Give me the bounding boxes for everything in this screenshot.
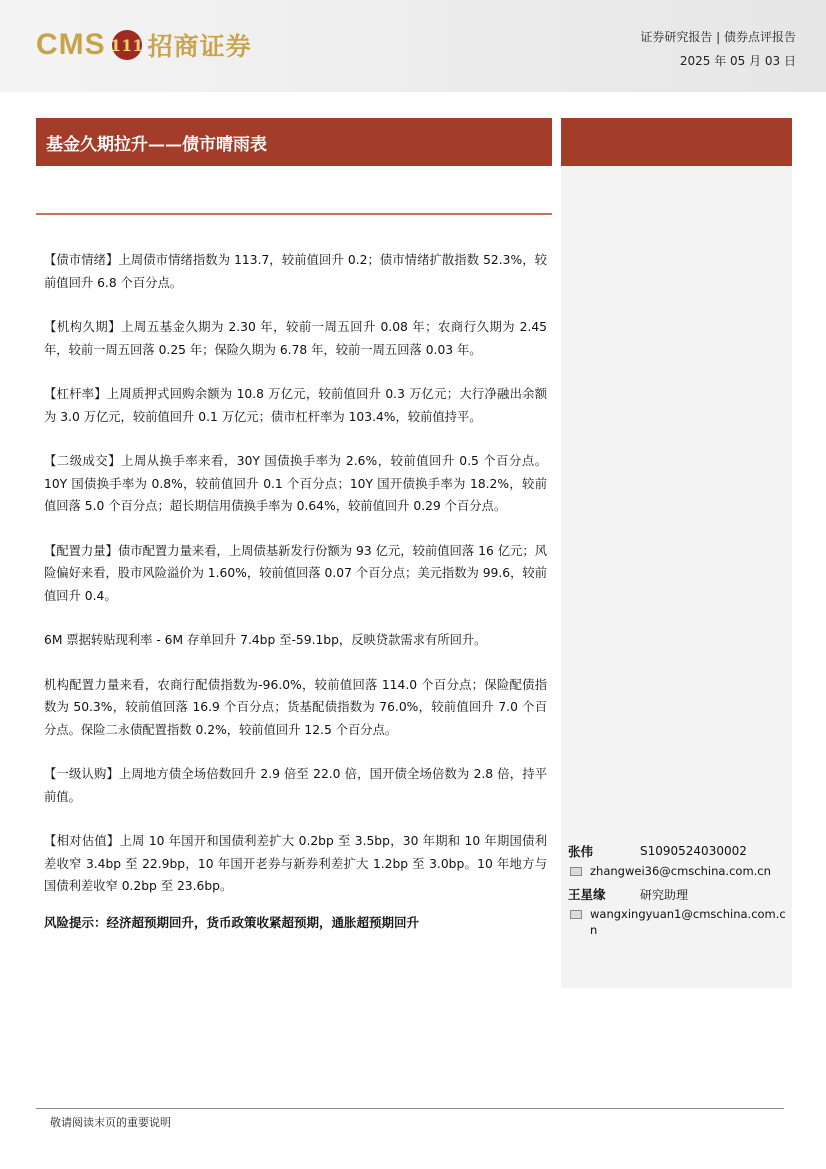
analyst-email[interactable]: wangxingyuan1@cmschina.com.cn — [590, 907, 786, 937]
analyst-name: 王星缘 — [568, 887, 606, 902]
footer-note: 敬请阅读末页的重要说明 — [50, 1116, 171, 1129]
report-type: 证券研究报告 | 债券点评报告 — [640, 30, 796, 44]
logo-chinese-name: 招商证券 — [147, 32, 252, 61]
report-title: 基金久期拉升——债市晴雨表 — [46, 134, 267, 155]
paragraph-institution-allocation: 机构配置力量来看，农商行配债指数为-96.0%，较前值回落 114.0 个百分点；保险配债指数为 50.3%，较前值回落 16.9 个百分点；货基配债指数为 76.0%，较前值回升 7.0 个百分点。保险二永债配置指数 0.2%，较前值回升 12.5 个百分点。 — [44, 677, 547, 737]
analyst-email-row — [568, 906, 790, 938]
footer-divider — [36, 1108, 784, 1109]
sidebar-header-bar — [561, 118, 792, 166]
analyst-certificate: S1090524030002 — [640, 844, 747, 858]
paragraph-duration: 【机构久期】上周五基金久期为 2.30 年，较前一周五回升 0.08 年；农商行久期为 2.45 年，较前一周五回落 0.25 年；保险久期为 6.78 年，较前一周五回落 0.03 年。 — [44, 320, 547, 357]
report-date: 2025 年 05 月 03 日 — [679, 54, 796, 68]
risk-warning: 风险提示：经济超预期回升，货币政策收紧超预期，通胀超预期回升 — [44, 914, 420, 930]
paragraph-secondary-trading: 【二级成交】上周从换手率来看，30Y 国债换手率为 2.6%，较前值回升 0.5 个百分点。10Y 国债换手率为 0.8%，较前值回升 0.1 个百分点；10Y 国开债换手率为 18.2%，较前值回落 5.0 个百分点；超长期信用债换手率为 0.64%，较前值回升 0.29 个百分点。 — [44, 454, 547, 513]
analyst-row — [568, 885, 790, 903]
analyst-email-row — [568, 863, 790, 879]
paragraph-sentiment: 【债市情绪】上周债市情绪指数为 113.7，较前值回升 0.2；债市情绪扩散指数 52.3%，较前值回升 6.8 个百分点。 — [44, 253, 547, 290]
main-content — [44, 249, 547, 934]
paragraph-bill-rate: 6M 票据转贴现利率 - 6M 存单回升 7.4bp 至-59.1bp，反映贷款需求有所回升。 — [44, 633, 487, 647]
analyst-row — [568, 842, 790, 860]
analyst-role: 研究助理 — [640, 887, 689, 902]
title-bar — [36, 118, 552, 166]
logo-cms-text: CMS — [36, 28, 106, 61]
paragraph-relative-valuation: 【相对估值】上周 10 年国开和国债利差扩大 0.2bp 至 3.5bp，30 年期和 10 年期国债利差收窄 3.4bp 至 22.9bp，10 年国开老券与新券利差扩大 1.2bp 至 3.0bp。10 年地方与国债利差收窄 0.2bp 至 23.6bp。 — [44, 834, 547, 893]
company-logo — [36, 24, 252, 66]
mail-icon — [570, 910, 582, 919]
analyst-name: 张伟 — [568, 844, 594, 859]
title-divider — [36, 213, 552, 215]
analyst-info — [568, 842, 790, 938]
mail-icon — [570, 867, 582, 876]
paragraph-leverage: 【杠杆率】上周质押式回购余额为 10.8 万亿元，较前值回升 0.3 万亿元；大行净融出余额为 3.0 万亿元，较前值回升 0.1 万亿元；债市杠杆率为 103.4%，较前值持平。 — [44, 387, 547, 424]
analyst-email[interactable]: zhangwei36@cmschina.com.cn — [590, 864, 771, 878]
paragraph-allocation: 【配置力量】债市配置力量来看，上周债基新发行份额为 93 亿元，较前值回落 16 亿元；风险偏好来看，股市风险溢价为 1.60%，较前值回落 0.07 个百分点；美元指数为 99.6，较前值回升 0.4。 — [44, 543, 547, 603]
logo-emblem-icon: 111 — [112, 30, 142, 60]
paragraph-primary-subscription: 【一级认购】上周地方债全场倍数回升 2.9 倍至 22.0 倍，国开债全场倍数为 2.8 倍，持平前值。 — [44, 767, 547, 804]
